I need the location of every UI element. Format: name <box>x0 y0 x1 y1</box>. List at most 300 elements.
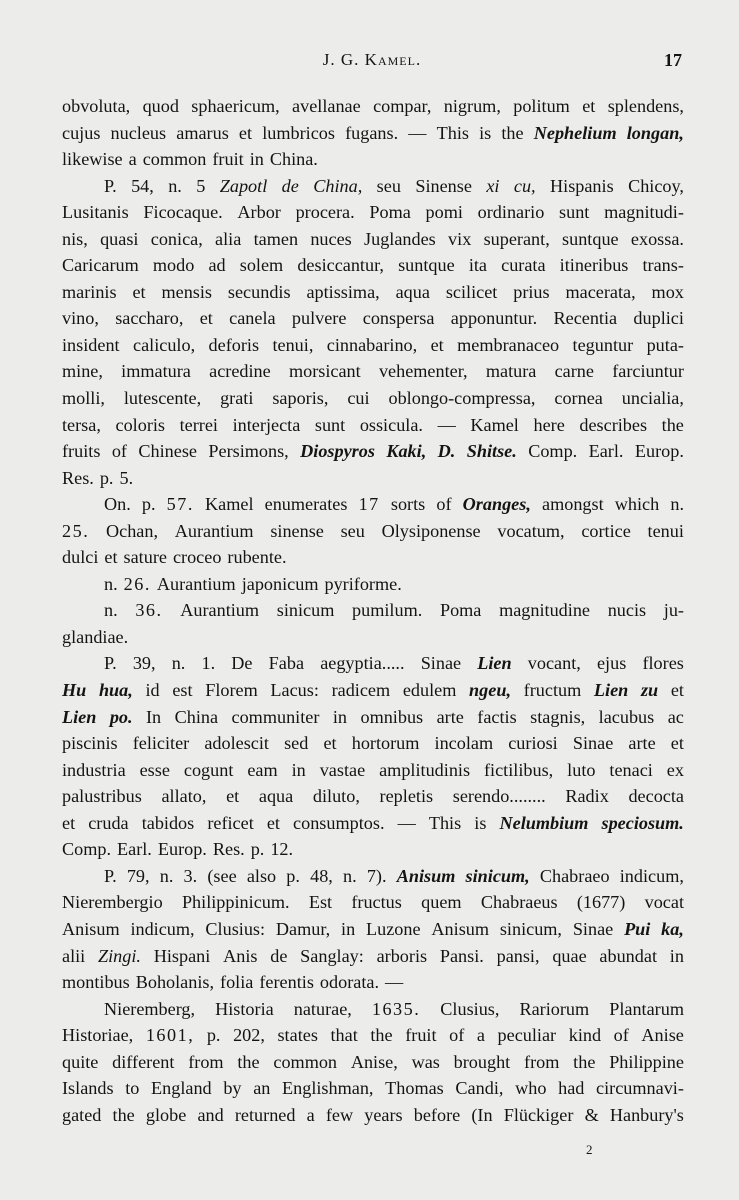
word: itineribus <box>559 255 629 276</box>
text-line <box>62 597 684 624</box>
word: croceo <box>172 547 222 568</box>
text-line <box>62 412 684 439</box>
word: longan, <box>626 122 684 143</box>
word: years <box>364 1104 403 1125</box>
word: alii <box>62 945 86 966</box>
word: scilicet <box>445 281 498 302</box>
word: coloris <box>115 414 166 435</box>
word: aqua <box>258 786 294 807</box>
word: cu, <box>513 175 536 196</box>
word: Hanbury's <box>609 1104 684 1125</box>
word: seu <box>376 175 401 196</box>
word: superant, <box>483 228 550 249</box>
word: speciosum. <box>601 812 684 833</box>
word: omnibus <box>360 706 424 727</box>
page-header <box>62 50 682 76</box>
word: 25. <box>62 520 90 541</box>
text-line <box>62 252 684 279</box>
word: was <box>411 1051 440 1072</box>
word: conica, <box>150 228 203 249</box>
word: de <box>281 175 299 196</box>
word: England <box>151 1078 212 1099</box>
word: describes <box>579 414 648 435</box>
text-line <box>62 465 684 492</box>
word: incolam <box>434 733 494 754</box>
word: ex <box>666 759 684 780</box>
word: Florem <box>205 680 258 701</box>
word: saccharo, <box>115 308 184 329</box>
word: trans- <box>642 255 684 276</box>
word: mox <box>651 281 684 302</box>
word: nuces <box>310 228 352 249</box>
word: vastae <box>319 759 366 780</box>
word: naturae, <box>293 998 352 1019</box>
word: quasi <box>100 228 139 249</box>
word: of <box>613 1025 629 1046</box>
word: a <box>306 1104 315 1125</box>
word: 1601, <box>145 1025 195 1046</box>
word: Aurantium <box>156 573 236 594</box>
word: ferentis <box>259 972 314 993</box>
word: On. <box>104 494 131 515</box>
word: Flückiger <box>503 1104 574 1125</box>
word: Arbor <box>237 202 281 223</box>
word: Plantarum <box>609 998 684 1019</box>
word: common <box>142 149 207 170</box>
word: lacubus <box>598 706 655 727</box>
word: quod <box>142 96 179 116</box>
word: terrei <box>179 414 218 435</box>
word: sorts <box>390 494 426 515</box>
word: grati <box>220 388 254 409</box>
word: aegyptia..... <box>320 653 405 674</box>
word: vix <box>448 228 472 249</box>
word: tersa, <box>62 414 101 435</box>
word: Historiae, <box>62 1025 134 1046</box>
word: Islands <box>62 1078 114 1099</box>
word: magnitudine <box>499 600 590 621</box>
word: few <box>325 1104 354 1125</box>
word: suntque <box>398 255 455 276</box>
word: Europ. <box>157 839 207 860</box>
word: desiccantur, <box>297 255 384 276</box>
word: compar, <box>373 96 432 116</box>
word: odorata. <box>319 972 380 993</box>
word: fruits <box>62 441 101 462</box>
word: n. <box>159 865 174 886</box>
word: vocat <box>644 892 684 913</box>
word: suntque <box>562 228 619 249</box>
word: cui <box>347 388 370 409</box>
word: ju- <box>663 600 684 621</box>
word: pumilum. <box>352 600 423 621</box>
word: allato, <box>161 786 207 807</box>
word: hortorum <box>351 733 420 754</box>
text-line <box>62 1022 684 1049</box>
word: folia <box>220 972 254 993</box>
word: sature <box>123 547 167 568</box>
text-line <box>62 996 684 1023</box>
word: et <box>199 308 213 329</box>
word: Nieremberg, <box>104 998 196 1019</box>
text-line <box>62 650 684 677</box>
word: luto <box>567 759 596 780</box>
word: p. <box>250 839 265 860</box>
word: De <box>231 653 253 674</box>
word: est <box>172 680 193 701</box>
word: marinis <box>62 281 117 302</box>
word: radicem <box>331 680 391 701</box>
word: Chicoy, <box>628 175 684 196</box>
text-line <box>62 730 684 757</box>
word: fruit <box>405 1025 437 1046</box>
word: Oranges, <box>462 494 531 515</box>
word: common <box>273 1051 338 1072</box>
word: cujus <box>62 122 101 143</box>
word: Sanglay: <box>300 945 364 966</box>
signature-mark: 2 <box>586 1142 593 1157</box>
word: n. <box>104 573 118 594</box>
word: 5. <box>119 467 134 488</box>
word: P. <box>104 175 117 196</box>
word: carne <box>554 361 594 382</box>
word: the <box>661 414 684 435</box>
word: Zapotl <box>219 175 268 196</box>
word: et <box>104 547 118 568</box>
text-line <box>62 173 684 200</box>
word: p. <box>99 467 114 488</box>
word: Damur, <box>275 918 331 939</box>
text-line <box>62 783 684 810</box>
word: of <box>436 494 452 515</box>
word: obvoluta, <box>62 96 131 116</box>
word: indicum, <box>619 865 684 886</box>
word: Shitse. <box>466 441 517 462</box>
word: aqua <box>395 281 430 302</box>
word: p. <box>286 865 300 886</box>
word: likewise <box>62 149 123 170</box>
word: vocant, <box>527 653 581 674</box>
word: fructum <box>523 680 582 701</box>
text-line <box>62 677 684 704</box>
word: et <box>62 812 76 833</box>
word: — <box>385 972 404 993</box>
word: here <box>533 414 565 435</box>
word: & <box>584 1104 599 1125</box>
word: Radix <box>565 786 609 807</box>
text-line <box>62 279 684 306</box>
word: solem <box>239 255 284 276</box>
word: arte <box>436 706 464 727</box>
word: from <box>188 1051 224 1072</box>
word: p. <box>141 494 156 515</box>
word: nigrum, <box>443 96 501 116</box>
word: et <box>238 122 253 143</box>
word: 1. <box>201 653 216 674</box>
word: Ficocaque. <box>143 202 223 223</box>
word: Faba <box>268 653 305 674</box>
word: et <box>670 680 684 701</box>
word: politum <box>513 96 570 116</box>
word: Lusitanis <box>62 202 129 223</box>
word: Anisum <box>62 918 120 939</box>
word: Chabraeus <box>480 892 558 913</box>
body-text <box>62 93 684 1128</box>
word: Juglandes <box>364 228 436 249</box>
word: insident <box>62 334 120 355</box>
word: splendens, <box>607 96 684 116</box>
word: Clusius, <box>440 998 500 1019</box>
word: n. <box>104 600 118 621</box>
word: 1635. <box>371 998 421 1019</box>
word: peculiar <box>497 1025 557 1046</box>
word: morsicant <box>288 361 361 382</box>
word: Philippine <box>609 1051 684 1072</box>
word: Lien <box>477 653 512 674</box>
word: which <box>614 494 660 515</box>
word: Anise, <box>350 1051 398 1072</box>
word: Thomas <box>385 1078 444 1099</box>
word: brought <box>453 1051 511 1072</box>
word: 5 <box>196 175 206 196</box>
word: Hispani <box>153 945 211 966</box>
text-line <box>62 146 684 173</box>
word: magnitudi- <box>604 202 684 223</box>
word: (In <box>471 1104 493 1125</box>
word: cogunt <box>183 759 234 780</box>
word: the <box>501 122 524 143</box>
word: Anisum <box>431 918 490 939</box>
word: a <box>128 149 137 170</box>
text-line <box>62 969 684 996</box>
word: tenui, <box>272 334 314 355</box>
word: n. <box>168 175 182 196</box>
word: China <box>174 706 219 727</box>
word: Pui <box>624 918 651 939</box>
word: tamen <box>253 228 299 249</box>
word: diluto, <box>312 786 360 807</box>
text-line <box>62 1049 684 1076</box>
word: n. <box>670 494 684 515</box>
word: Res. <box>212 839 245 860</box>
word: Luzone <box>366 918 421 939</box>
word: acredine <box>209 361 271 382</box>
text-line <box>62 863 684 890</box>
word: fugans. <box>345 122 399 143</box>
word: po. <box>109 706 133 727</box>
word: caliculo, <box>133 334 196 355</box>
word: In <box>146 706 162 727</box>
text-line <box>62 358 684 385</box>
word: amplitudinis <box>379 759 471 780</box>
word: the <box>573 1051 596 1072</box>
word: arboris <box>376 945 428 966</box>
word: This <box>436 122 469 143</box>
text-line <box>62 836 684 863</box>
word: Comp. <box>528 441 578 462</box>
word: consumptos. <box>293 812 385 833</box>
word: ac <box>667 706 684 727</box>
word: states <box>277 1025 318 1046</box>
word: nucis <box>607 600 647 621</box>
word: membranaceo <box>457 334 560 355</box>
word: Clusius: <box>205 918 266 939</box>
word: 48, <box>310 865 333 886</box>
word: eam <box>247 759 278 780</box>
word: different <box>112 1051 175 1072</box>
word: zu <box>640 680 659 701</box>
word: immatura <box>121 361 191 382</box>
word: Lien <box>62 706 97 727</box>
word: that <box>330 1025 358 1046</box>
word: P. <box>104 653 117 674</box>
word: Comp. <box>62 839 112 860</box>
word: matura <box>485 361 537 382</box>
word: Earl. <box>588 441 624 462</box>
text-line <box>62 943 684 970</box>
word: D. <box>437 441 456 462</box>
text-line <box>62 226 684 253</box>
word: secundis <box>227 281 291 302</box>
word: Hu <box>62 680 87 701</box>
text-line <box>62 571 684 598</box>
word: aptissima, <box>306 281 380 302</box>
word: Zingi. <box>98 945 141 966</box>
word: japonicum <box>241 573 319 594</box>
word: canela <box>229 308 276 329</box>
word: tenaci <box>609 759 653 780</box>
word: quae <box>552 945 587 966</box>
word: puta- <box>646 334 684 355</box>
word: tabidos <box>141 812 195 833</box>
word: industria <box>62 759 126 780</box>
word: from <box>524 1051 560 1072</box>
text-line <box>62 889 684 916</box>
word: et <box>430 334 444 355</box>
word: Sinae <box>572 918 614 939</box>
text-line <box>62 916 684 943</box>
word: molli, <box>62 388 105 409</box>
word: flores <box>642 653 684 674</box>
word: the <box>112 1104 135 1125</box>
word: 39, <box>132 653 156 674</box>
word: exossa. <box>630 228 684 249</box>
word: 17 <box>358 494 380 515</box>
running-head: J. G. Kamel. <box>322 50 422 69</box>
word: Philippinicum. <box>181 892 290 913</box>
word: communiter <box>231 706 320 727</box>
word: et <box>132 281 146 302</box>
word: p. <box>206 1025 221 1046</box>
text-line <box>62 544 684 571</box>
word: Nierembergio <box>62 892 163 913</box>
word: Lien <box>593 680 629 701</box>
word: et <box>266 812 280 833</box>
word: curata <box>501 255 546 276</box>
word: lumbricos <box>262 122 335 143</box>
word: Persimons, <box>208 441 289 462</box>
word: had <box>558 1078 585 1099</box>
word: abundat <box>599 945 657 966</box>
word: China, <box>313 175 363 196</box>
word: (1677) <box>576 892 626 913</box>
word: Sinae <box>420 653 462 674</box>
word: indicum, <box>130 918 195 939</box>
text-line <box>62 385 684 412</box>
word: an <box>253 1078 271 1099</box>
word: apponuntur. <box>450 308 538 329</box>
word: mine, <box>62 361 103 382</box>
word: sinicum, <box>499 918 562 939</box>
word: enumerates <box>264 494 348 515</box>
text-line <box>62 332 684 359</box>
word: feliciter <box>132 733 190 754</box>
word: in <box>249 149 264 170</box>
text-line <box>62 1102 684 1129</box>
text-line <box>62 491 684 518</box>
word: Diospyros <box>300 441 375 462</box>
word: glandiae. <box>62 626 129 647</box>
word: cortice <box>581 520 631 541</box>
word: Est <box>308 892 333 913</box>
word: of <box>111 441 127 462</box>
word: procera. <box>295 202 355 223</box>
word: pansi, <box>496 945 540 966</box>
word: 57. <box>166 494 194 515</box>
text-line <box>62 305 684 332</box>
word: vehementer, <box>378 361 468 382</box>
word: lutescente, <box>123 388 202 409</box>
word: cruda <box>88 812 129 833</box>
text-line <box>62 757 684 784</box>
word: amongst <box>542 494 604 515</box>
text-line <box>62 1075 684 1102</box>
word: — <box>397 812 416 833</box>
word: 79, <box>126 865 150 886</box>
word: also <box>246 865 277 886</box>
word: Hispanis <box>550 175 614 196</box>
word: hua, <box>98 680 133 701</box>
word: Englishman, <box>282 1078 374 1099</box>
word: seu <box>340 520 365 541</box>
word: Candi, <box>455 1078 504 1099</box>
word: by <box>223 1078 242 1099</box>
word: cinnabarino, <box>326 334 418 355</box>
word: Europ. <box>634 441 684 462</box>
word: Recentia <box>553 308 618 329</box>
word: ad <box>208 255 226 276</box>
word: montibus <box>62 972 130 993</box>
word: 36. <box>135 600 163 621</box>
word: is <box>474 812 487 833</box>
word: decocta <box>628 786 684 807</box>
word: Nephelium <box>533 122 617 143</box>
word: deforis <box>208 334 260 355</box>
word: teguntur <box>572 334 634 355</box>
word: is <box>479 122 492 143</box>
word: and <box>197 1104 224 1125</box>
word: esse <box>139 759 170 780</box>
word: gated <box>62 1104 102 1125</box>
text-line <box>62 518 684 545</box>
word: Aurantium <box>174 520 254 541</box>
word: returned <box>234 1104 296 1125</box>
word: a <box>476 1025 485 1046</box>
word: stagnis, <box>530 706 586 727</box>
word: fictilibus, <box>484 759 554 780</box>
word: saporis, <box>272 388 329 409</box>
word: Sinae <box>572 733 614 754</box>
